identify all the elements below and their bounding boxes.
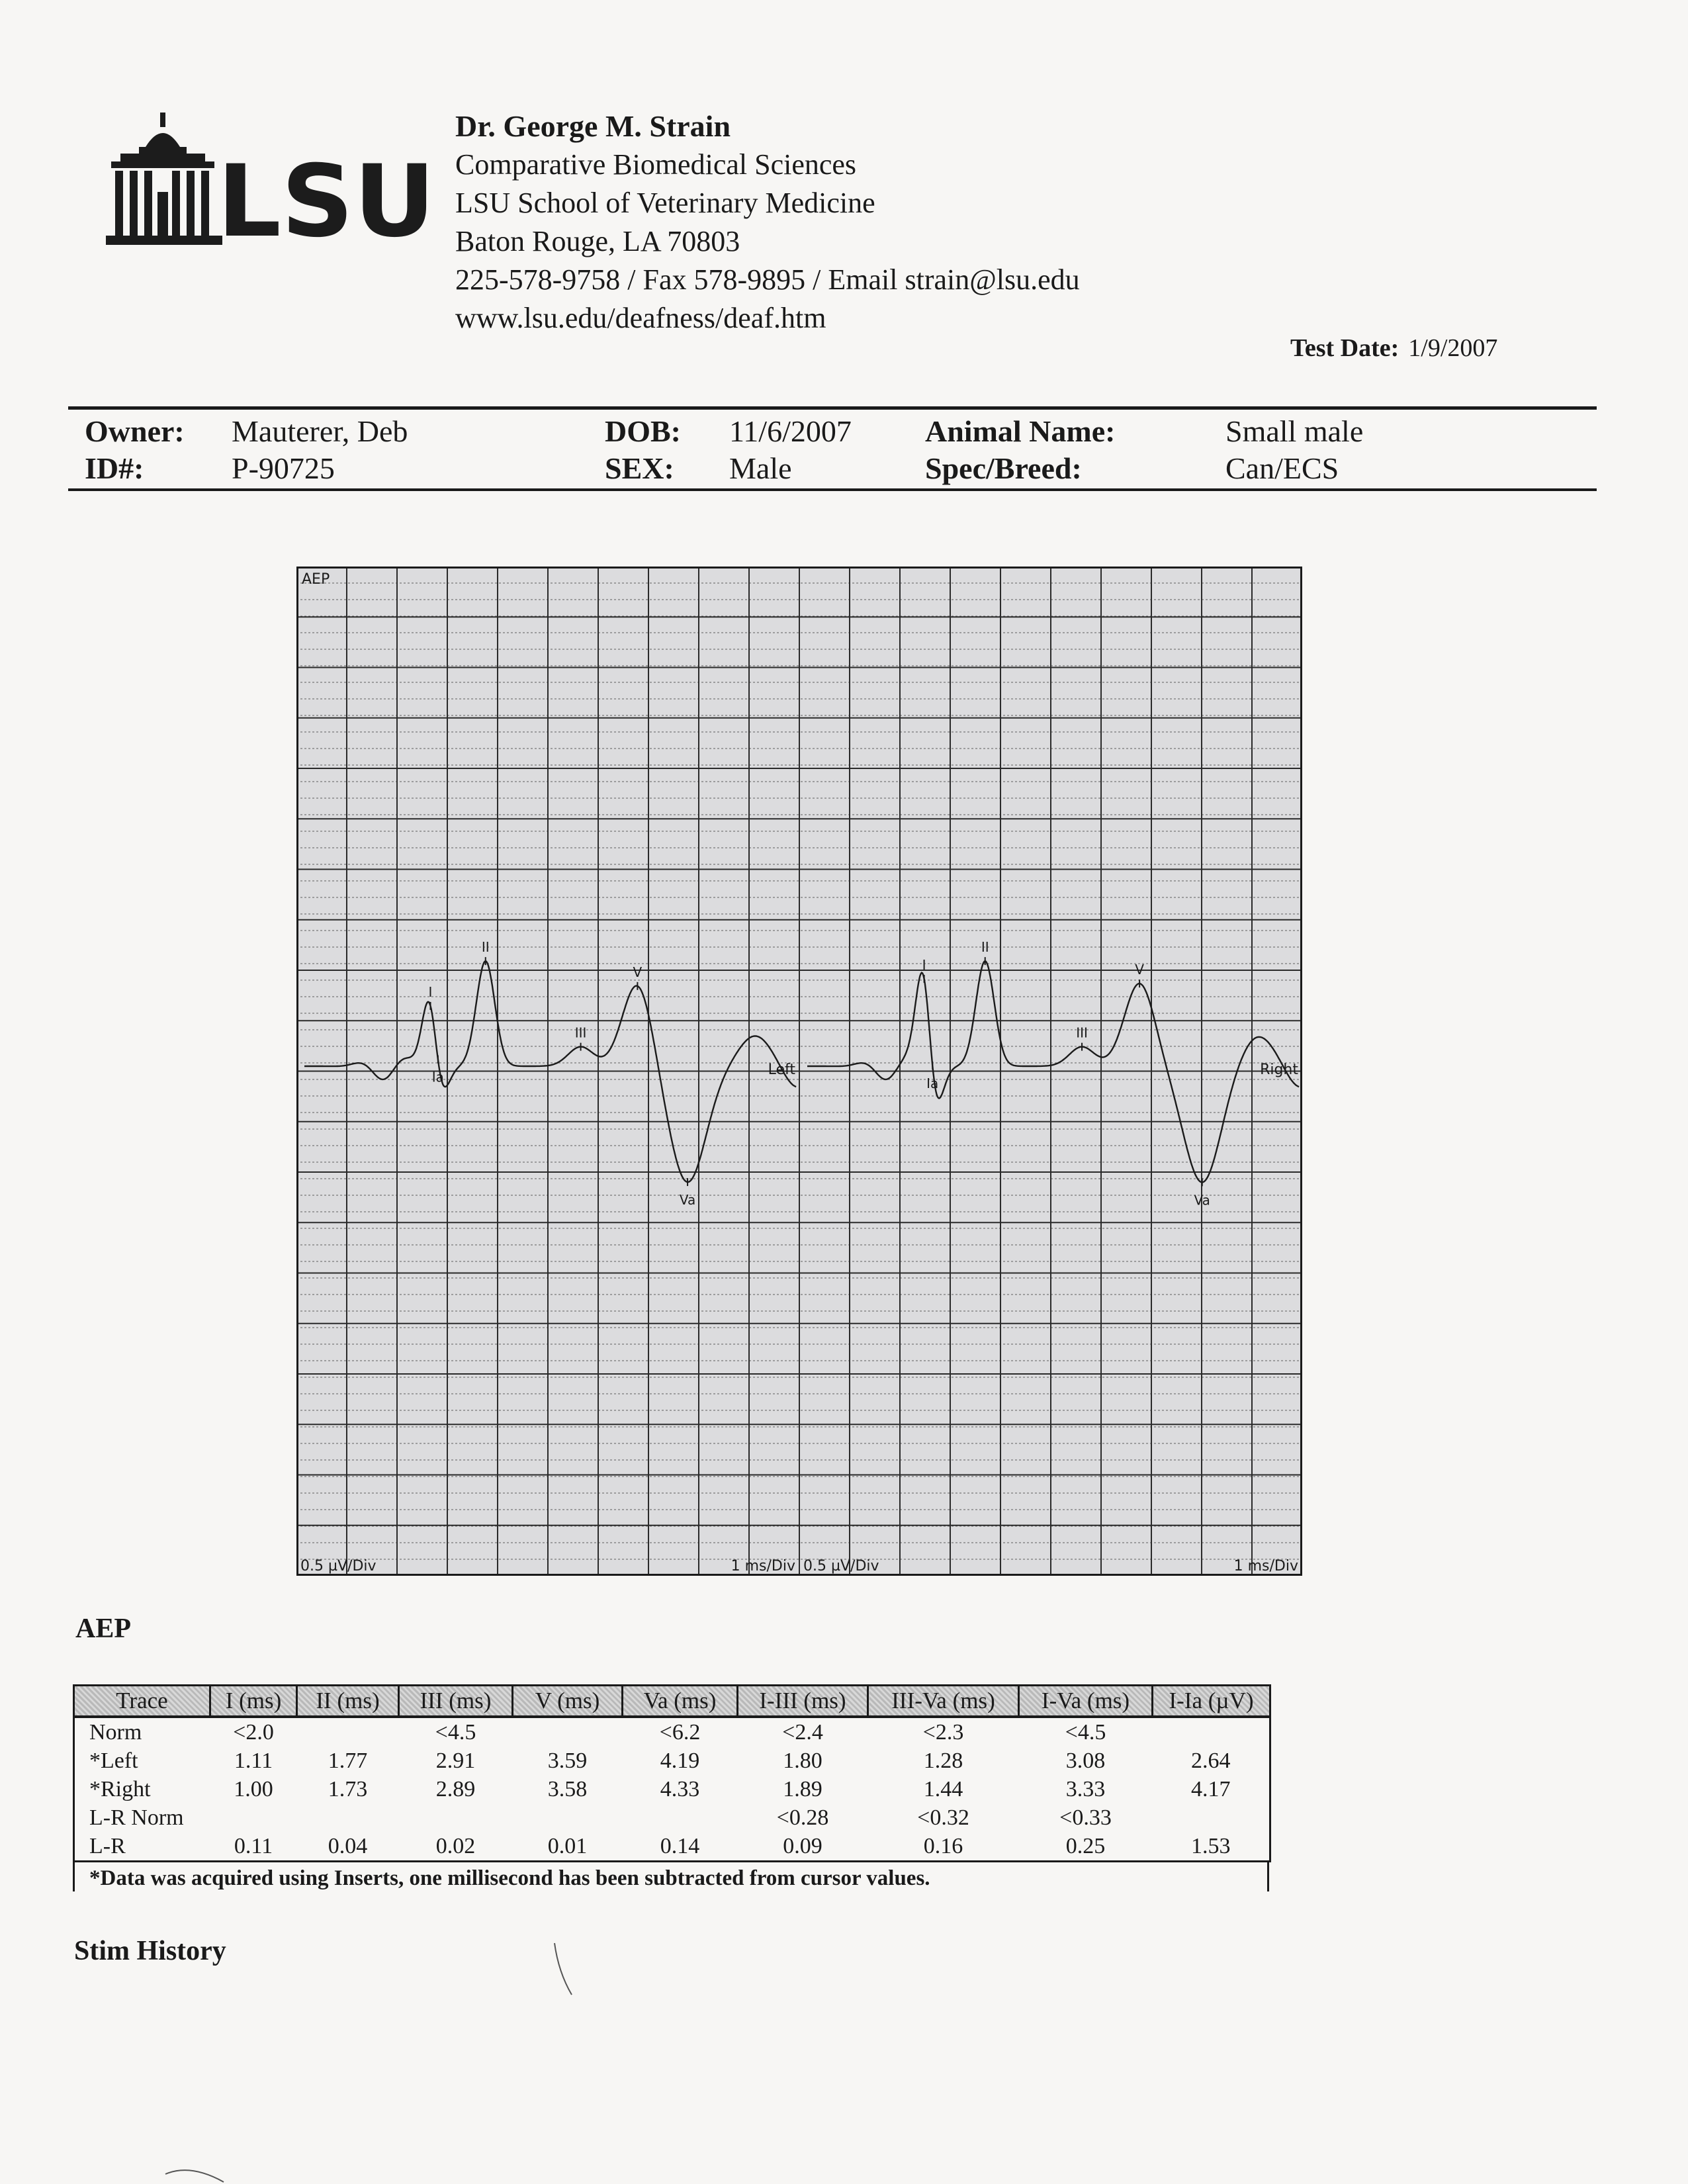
table-cell: 0.16 [868, 1832, 1019, 1862]
row-label: L-R Norm [74, 1803, 210, 1832]
table-row [74, 1803, 1270, 1832]
test-date-value: 1/9/2007 [1408, 334, 1498, 362]
table-cell [623, 1803, 738, 1832]
table-cell: 0.09 [738, 1832, 868, 1862]
series-label: Left [768, 1062, 795, 1078]
table-cell: <0.33 [1059, 1805, 1112, 1830]
table-cell: 3.33 [1065, 1776, 1106, 1801]
table-row [74, 1717, 1270, 1747]
column-header: I-III (ms) [738, 1686, 868, 1717]
table-cell [399, 1803, 513, 1832]
letterhead [455, 107, 1080, 338]
y-scale-label: 0.5 µV/Div [300, 1558, 377, 1574]
table-footnote: *Data was acquired using Inserts, one millisecond has been subtracted from cursor values. [73, 1862, 1269, 1891]
lsu-wordmark: LSU [217, 144, 435, 255]
series-label: Right [1260, 1062, 1298, 1078]
info-bottom-rule [68, 488, 1597, 491]
results-table [73, 1684, 1269, 1891]
test-date-label: Test Date: [1290, 334, 1399, 362]
table-cell: 2.89 [435, 1776, 476, 1801]
table-cell [297, 1803, 399, 1832]
table-row [74, 1832, 1270, 1862]
table-cell: 0.01 [513, 1832, 623, 1862]
table-cell: 4.19 [660, 1748, 700, 1773]
table-cell: 1.11 [234, 1748, 273, 1773]
column-header: II (ms) [297, 1686, 399, 1717]
table-cell: <0.28 [776, 1805, 829, 1830]
peak-label: Va [679, 1192, 696, 1208]
row-label: L-R [74, 1832, 210, 1862]
table-cell: 2.64 [1153, 1747, 1270, 1775]
sex-value: Male [729, 451, 792, 485]
peak-label: Ia [431, 1069, 444, 1085]
info-top-rule [68, 406, 1597, 410]
column-header: I-Va (ms) [1019, 1686, 1153, 1717]
table-cell: <4.5 [435, 1719, 476, 1745]
table-cell: 3.59 [547, 1748, 588, 1773]
row-label: *Left [74, 1747, 210, 1775]
table-cell: 0.04 [297, 1832, 399, 1862]
column-header: Trace [74, 1686, 210, 1717]
aep-waveform-chart [296, 567, 1302, 1576]
column-header: III-Va (ms) [868, 1686, 1019, 1717]
peak-label: II [481, 939, 490, 956]
animal-name-label: Animal Name: [925, 414, 1116, 448]
peak-label: Va [1194, 1192, 1210, 1208]
aep-waveform-svg [296, 567, 1302, 1576]
table-cell: 0.25 [1019, 1832, 1153, 1862]
sex-label: SEX: [605, 451, 674, 485]
table-cell [513, 1717, 623, 1747]
x-scale-label: 1 ms/Div [731, 1558, 795, 1574]
department: Comparative Biomedical Sciences [455, 148, 857, 181]
column-header: III (ms) [399, 1686, 513, 1717]
table-cell: <0.32 [917, 1805, 969, 1830]
table-cell: 3.58 [547, 1776, 588, 1801]
table-cell: <6.2 [659, 1719, 701, 1745]
table-cell: 3.08 [1065, 1748, 1106, 1773]
column-header: V (ms) [513, 1686, 623, 1717]
building-dome-icon [106, 106, 437, 255]
peak-label: II [981, 939, 989, 956]
breed-value: Can/ECS [1225, 451, 1339, 485]
chart-title: AEP [302, 571, 330, 588]
owner-value: Mauterer, Deb [232, 414, 408, 448]
table-cell: 0.14 [623, 1832, 738, 1862]
table-cell: 1.44 [923, 1776, 963, 1801]
table-cell: <2.3 [922, 1719, 964, 1745]
pen-mark [164, 2161, 230, 2184]
owner-label: Owner: [85, 414, 185, 448]
contact-line: 225-578-9758 / Fax 578-9895 / Email strain@lsu.edu [455, 263, 1080, 296]
school-name: LSU School of Veterinary Medicine [455, 187, 875, 219]
x-scale-label: 1 ms/Div [1233, 1558, 1298, 1574]
peak-label: III [1076, 1024, 1088, 1041]
table-cell: <2.0 [233, 1719, 274, 1745]
table-cell: 1.80 [783, 1748, 822, 1773]
table-cell: 1.77 [328, 1748, 368, 1773]
table-cell: <4.5 [1065, 1719, 1106, 1745]
table-cell: 1.53 [1153, 1832, 1270, 1862]
table-cell: 1.28 [923, 1748, 963, 1773]
table-cell [513, 1803, 623, 1832]
id-label: ID#: [85, 451, 144, 485]
website: www.lsu.edu/deafness/deaf.htm [455, 302, 826, 334]
column-header: Va (ms) [623, 1686, 738, 1717]
column-header: I-Ia (µV) [1153, 1686, 1270, 1717]
lsu-logo [106, 106, 437, 255]
table-cell [1153, 1717, 1270, 1747]
column-header: I (ms) [210, 1686, 297, 1717]
table-cell: 0.02 [399, 1832, 513, 1862]
peak-label: Ia [926, 1075, 939, 1091]
test-date [1290, 334, 1497, 363]
stim-history-title: Stim History [74, 1936, 226, 1966]
peak-label: I [428, 983, 433, 1000]
breed-label: Spec/Breed: [925, 451, 1082, 485]
id-value: P-90725 [232, 451, 335, 485]
table-cell: 4.33 [660, 1776, 700, 1801]
peak-label: V [633, 964, 643, 980]
peak-label: I [922, 957, 926, 974]
y-scale-label: 0.5 µV/Div [803, 1558, 879, 1574]
row-label: Norm [74, 1717, 210, 1747]
table-cell: 1.73 [328, 1776, 368, 1801]
table-cell: 1.89 [783, 1776, 822, 1801]
dob-label: DOB: [605, 414, 681, 448]
pen-mark [549, 1939, 576, 1999]
aep-section-title: AEP [75, 1614, 131, 1644]
doctor-name: Dr. George M. Strain [455, 109, 731, 143]
peak-label: III [574, 1024, 587, 1041]
dob-value: 11/6/2007 [729, 414, 852, 448]
address: Baton Rouge, LA 70803 [455, 225, 740, 257]
table-cell [1153, 1803, 1270, 1832]
row-label: *Right [74, 1775, 210, 1803]
table-cell: <2.4 [782, 1719, 823, 1745]
table-cell [297, 1717, 399, 1747]
table-row [74, 1775, 1270, 1803]
animal-name-value: Small male [1225, 414, 1364, 448]
table-cell [210, 1803, 297, 1832]
table-cell: 0.11 [210, 1832, 297, 1862]
peak-label: V [1135, 962, 1144, 978]
table-row [74, 1747, 1270, 1775]
table-cell: 4.17 [1153, 1775, 1270, 1803]
table-cell: 1.00 [234, 1776, 273, 1801]
table-cell: 2.91 [435, 1748, 476, 1773]
